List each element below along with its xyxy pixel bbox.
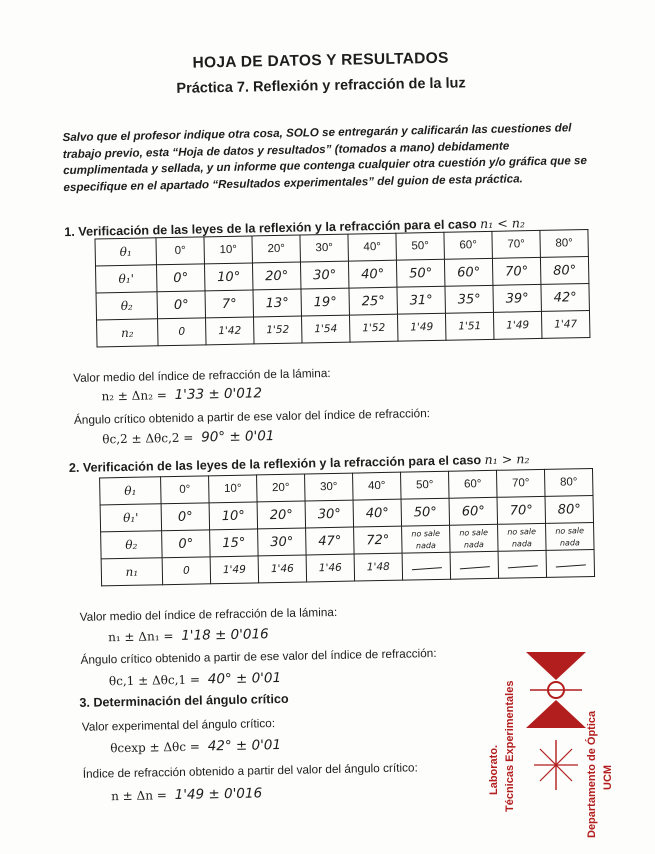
table-cell: 0° [162, 530, 211, 558]
row-header: n₂ [97, 319, 159, 347]
section2-mean [108, 626, 269, 645]
section2-crit-formula: θc,1 ± Δθc,1 = [108, 672, 201, 689]
section1-crit-formula: θc,2 ± Δθc,2 = [102, 430, 194, 447]
table-cell: 40° [353, 499, 402, 527]
section3-index-formula: n ± Δn = [111, 788, 167, 804]
table-cell: 70° [496, 469, 545, 497]
table-cell: 15° [210, 529, 259, 557]
table-cell: 80° [544, 468, 593, 496]
page-title: HOJA DE DATOS Y RESULTADOS [192, 49, 449, 72]
optics-logo-icon [482, 640, 632, 835]
section1-mean-value: 1'33 ± 0'012 [174, 385, 263, 403]
row-header: θ₂ [96, 292, 158, 320]
table-cell [450, 551, 499, 579]
section3-index [111, 785, 262, 804]
row-header: θ₁' [100, 504, 162, 532]
table-cell: 10° [209, 475, 258, 503]
table-cell: 0° [157, 291, 206, 319]
table-cell: 20° [252, 262, 301, 290]
section3-exp-label: Valor experimental del ángulo crítico: [81, 716, 276, 734]
row-header: θ₁' [95, 265, 157, 293]
table-cell: 1'54 [301, 315, 350, 343]
table-cell: 10° [209, 502, 258, 530]
table-cell: 1'49 [210, 556, 259, 584]
table-cell: 47° [306, 527, 355, 555]
table-cell: 50° [401, 471, 450, 499]
section2-mean-formula: n₁ ± Δn₁ = [107, 629, 174, 645]
table-cell: no sale nada [450, 524, 499, 552]
section1-crit-label: Ángulo crítico obtenido a partir de ese valor del índice de refracción: [73, 406, 431, 427]
section1-table [94, 229, 590, 347]
table-cell: 13° [253, 289, 302, 317]
table-cell: 0° [161, 476, 210, 504]
section2-mean-value: 1'18 ± 0'016 [181, 626, 269, 644]
section2-heading-text: 2. Verificación de las leyes de la reflexión y la refracción para el caso [68, 453, 482, 476]
table-cell: 72° [354, 526, 403, 554]
table-cell: 1'49 [493, 311, 542, 339]
table-cell: 25° [349, 287, 398, 315]
stamp-line-3: Departamento de Óptica [586, 710, 598, 838]
table-cell: 50° [401, 498, 450, 526]
section3-exp-value: 42° ± 0'01 [207, 737, 282, 755]
table-cell: 1'49 [397, 313, 446, 341]
table-cell: 1'46 [306, 554, 355, 582]
row-header: n₁ [101, 558, 163, 586]
table-cell: 60° [449, 470, 498, 498]
table-cell: 0 [162, 557, 211, 585]
table-cell: 1'48 [354, 553, 403, 581]
table-cell: 1'52 [254, 316, 303, 344]
stamp-line-4: UCM [602, 764, 614, 790]
table-cell: 10° [204, 263, 253, 291]
table-cell: 30° [300, 234, 349, 262]
dash-mark [555, 564, 585, 567]
section2-mean-label: Valor medio del índice de refracción de la lámina: [79, 604, 338, 624]
table-cell: 40° [348, 260, 397, 288]
table-cell: 50° [396, 259, 445, 287]
table-cell: 1'46 [258, 555, 307, 583]
table-cell: 80° [545, 495, 594, 523]
dash-mark [411, 567, 441, 570]
table-cell [546, 549, 595, 577]
table-cell: 40° [353, 472, 402, 500]
row-header: θ₁ [100, 477, 162, 505]
table-cell: 0° [156, 264, 205, 292]
table-cell: 80° [540, 257, 589, 285]
table-cell: 35° [445, 285, 494, 313]
page-subtitle: Práctica 7. Reflexión y refracción de la luz [176, 75, 466, 97]
section3-index-value: 1'49 ± 0'016 [174, 785, 263, 804]
table-cell: 1'42 [206, 317, 255, 345]
dash-mark [459, 566, 489, 569]
section2-crit [109, 670, 281, 689]
table-cell: 20° [257, 474, 306, 502]
table-cell: 19° [301, 288, 350, 316]
section3-exp-formula: θcexp ± Δθc = [110, 739, 201, 756]
table-cell: 30° [305, 500, 354, 528]
table-cell: 31° [397, 286, 446, 314]
table-cell: no sale nada [498, 523, 547, 551]
table-cell: 1'47 [541, 310, 590, 338]
table-cell: 7° [205, 290, 254, 318]
section1-mean-formula: n₂ ± Δn₂ = [101, 388, 167, 404]
table-cell [498, 550, 547, 578]
table-cell: 20° [257, 501, 306, 529]
section1-crit [102, 428, 274, 447]
table-cell: 80° [540, 230, 589, 258]
section3-index-label: Índice de refracción obtenido a partir del valor del ángulo crítico: [82, 760, 418, 781]
section1-crit-value: 90° ± 0'01 [201, 428, 275, 446]
stamp-line-2: Técnicas Experimentales [504, 680, 516, 812]
table-cell [402, 552, 451, 580]
row-header: θ₂ [101, 531, 163, 559]
section1-mean [101, 385, 262, 404]
table-cell: 70° [492, 230, 541, 258]
stamp-line-1: Laborato. [488, 744, 500, 795]
table-cell: 60° [444, 258, 493, 286]
section2-crit-value: 40° ± 0'01 [207, 669, 282, 688]
table-cell: 30° [258, 528, 307, 556]
table-cell: 39° [493, 284, 542, 312]
table-cell: 42° [541, 284, 590, 312]
table-cell: 0° [156, 237, 205, 265]
table-cell: 60° [449, 497, 498, 525]
table-cell: 40° [348, 233, 397, 261]
row-header: θ₁ [95, 238, 157, 266]
table-cell: 70° [497, 496, 546, 524]
table-cell: no sale nada [402, 525, 451, 553]
table-cell: 70° [492, 257, 541, 285]
table-cell: 20° [252, 235, 301, 263]
table-cell: no sale nada [546, 522, 595, 550]
section2-condition: n₁ > n₂ [484, 451, 530, 468]
table-cell: 0° [161, 503, 210, 531]
dash-mark [507, 565, 537, 568]
section2-table [99, 468, 595, 586]
table-cell: 1'52 [349, 314, 398, 342]
table-cell: 50° [396, 232, 445, 260]
department-stamp [482, 640, 632, 838]
table-cell: 10° [204, 236, 253, 264]
table-cell: 60° [444, 231, 493, 259]
section3-heading: 3. Determinación del ángulo crítico [79, 691, 289, 710]
section2-crit-label: Ángulo crítico obtenido a partir de ese valor del índice de refracción: [80, 645, 437, 667]
table-cell: 1'51 [445, 312, 494, 340]
table-cell: 30° [300, 261, 349, 289]
table-cell: 0 [158, 318, 207, 346]
section3-exp [110, 737, 281, 756]
section1-condition: n₁ < n₂ [479, 215, 526, 232]
table-cell: 30° [305, 473, 354, 501]
section1-heading-text: 1. Verificación de las leyes de la reflexión y la refracción para el caso [64, 217, 477, 240]
intro-paragraph: Salvo que el profesor indique otra cosa, SOLO se entregarán y calificarán las cuestiones del trabajo previo, esta “Hoja de datos y resultados” (tomados a mano) debidamente cumplimentada y sellada, y un informe que contenga cualquier otra cuestión y/o gráfica que se especifique en el apartado “Resultados experimentales” del guion de esta práctica. [62, 121, 587, 194]
section1-mean-label: Valor medio del índice de refracción de la lámina: [73, 365, 331, 385]
